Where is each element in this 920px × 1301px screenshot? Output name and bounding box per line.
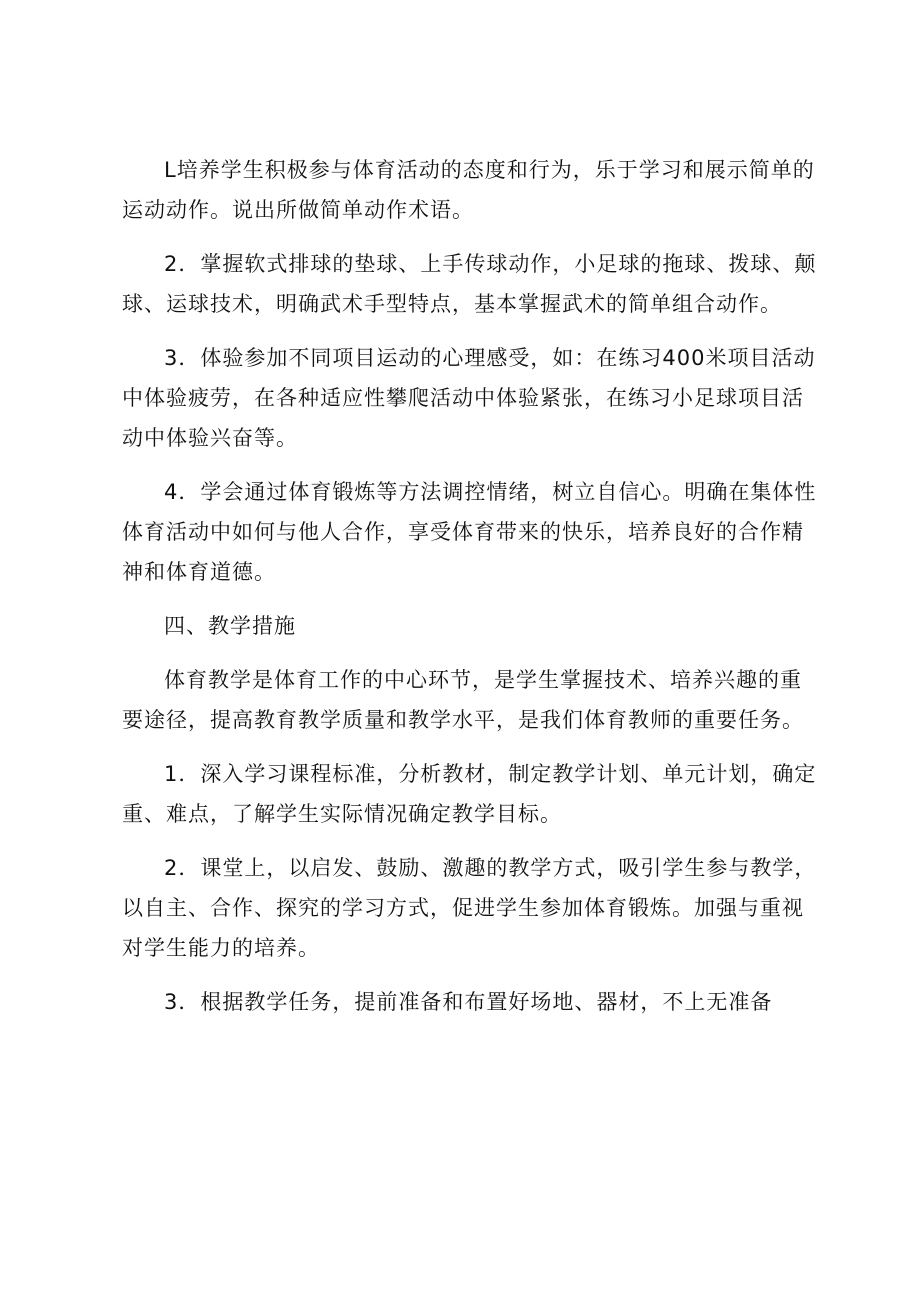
paragraph-objective-1: L培养学生积极参与体育活动的态度和行为，乐于学习和展示简单的运动动作。说出所做简单动作术语。 xyxy=(122,158,815,222)
paragraph-measure-2: 2．课堂上，以启发、鼓励、激趣的教学方式，吸引学生参与教学，以自主、合作、探究的学习方式，促进学生参加体育锻炼。加强与重视对学生能力的培养。 xyxy=(122,856,817,960)
document-body xyxy=(122,150,822,1036)
paragraph-measure-3: 3．根据教学任务，提前准备和布置好场地、器材，不上无准备 xyxy=(164,990,773,1014)
paragraph-objective-3: 3．体验参加不同项目运动的心理感受，如：在练习400米项目活动中体验疲劳，在各种适应性攀爬活动中体验紧张，在练习小足球项目活动中体验兴奋等。 xyxy=(122,346,816,450)
paragraph-objective-2: 2．掌握软式排球的垫球、上手传球动作，小足球的拖球、拨球、颠球、运球技术，明确武术手型特点，基本掌握武术的简单组合动作。 xyxy=(122,252,817,316)
paragraph-teaching-intro: 体育教学是体育工作的中心环节，是学生掌握技术、培养兴趣的重要途径，提高教育教学质量和教学水平，是我们体育教师的重要任务。 xyxy=(122,668,804,732)
paragraph-objective-4: 4．学会通过体育锻炼等方法调控情绪，树立自信心。明确在集体性体育活动中如何与他人合作，享受体育带来的快乐，培养良好的合作精神和体育道德。 xyxy=(122,480,817,584)
paragraph-measure-1: 1．深入学习课程标准，分析教材，制定教学计划、单元计划，确定重、难点，了解学生实际情况确定教学目标。 xyxy=(122,762,817,826)
section-heading-teaching-measures: 四、教学措施 xyxy=(164,614,296,638)
